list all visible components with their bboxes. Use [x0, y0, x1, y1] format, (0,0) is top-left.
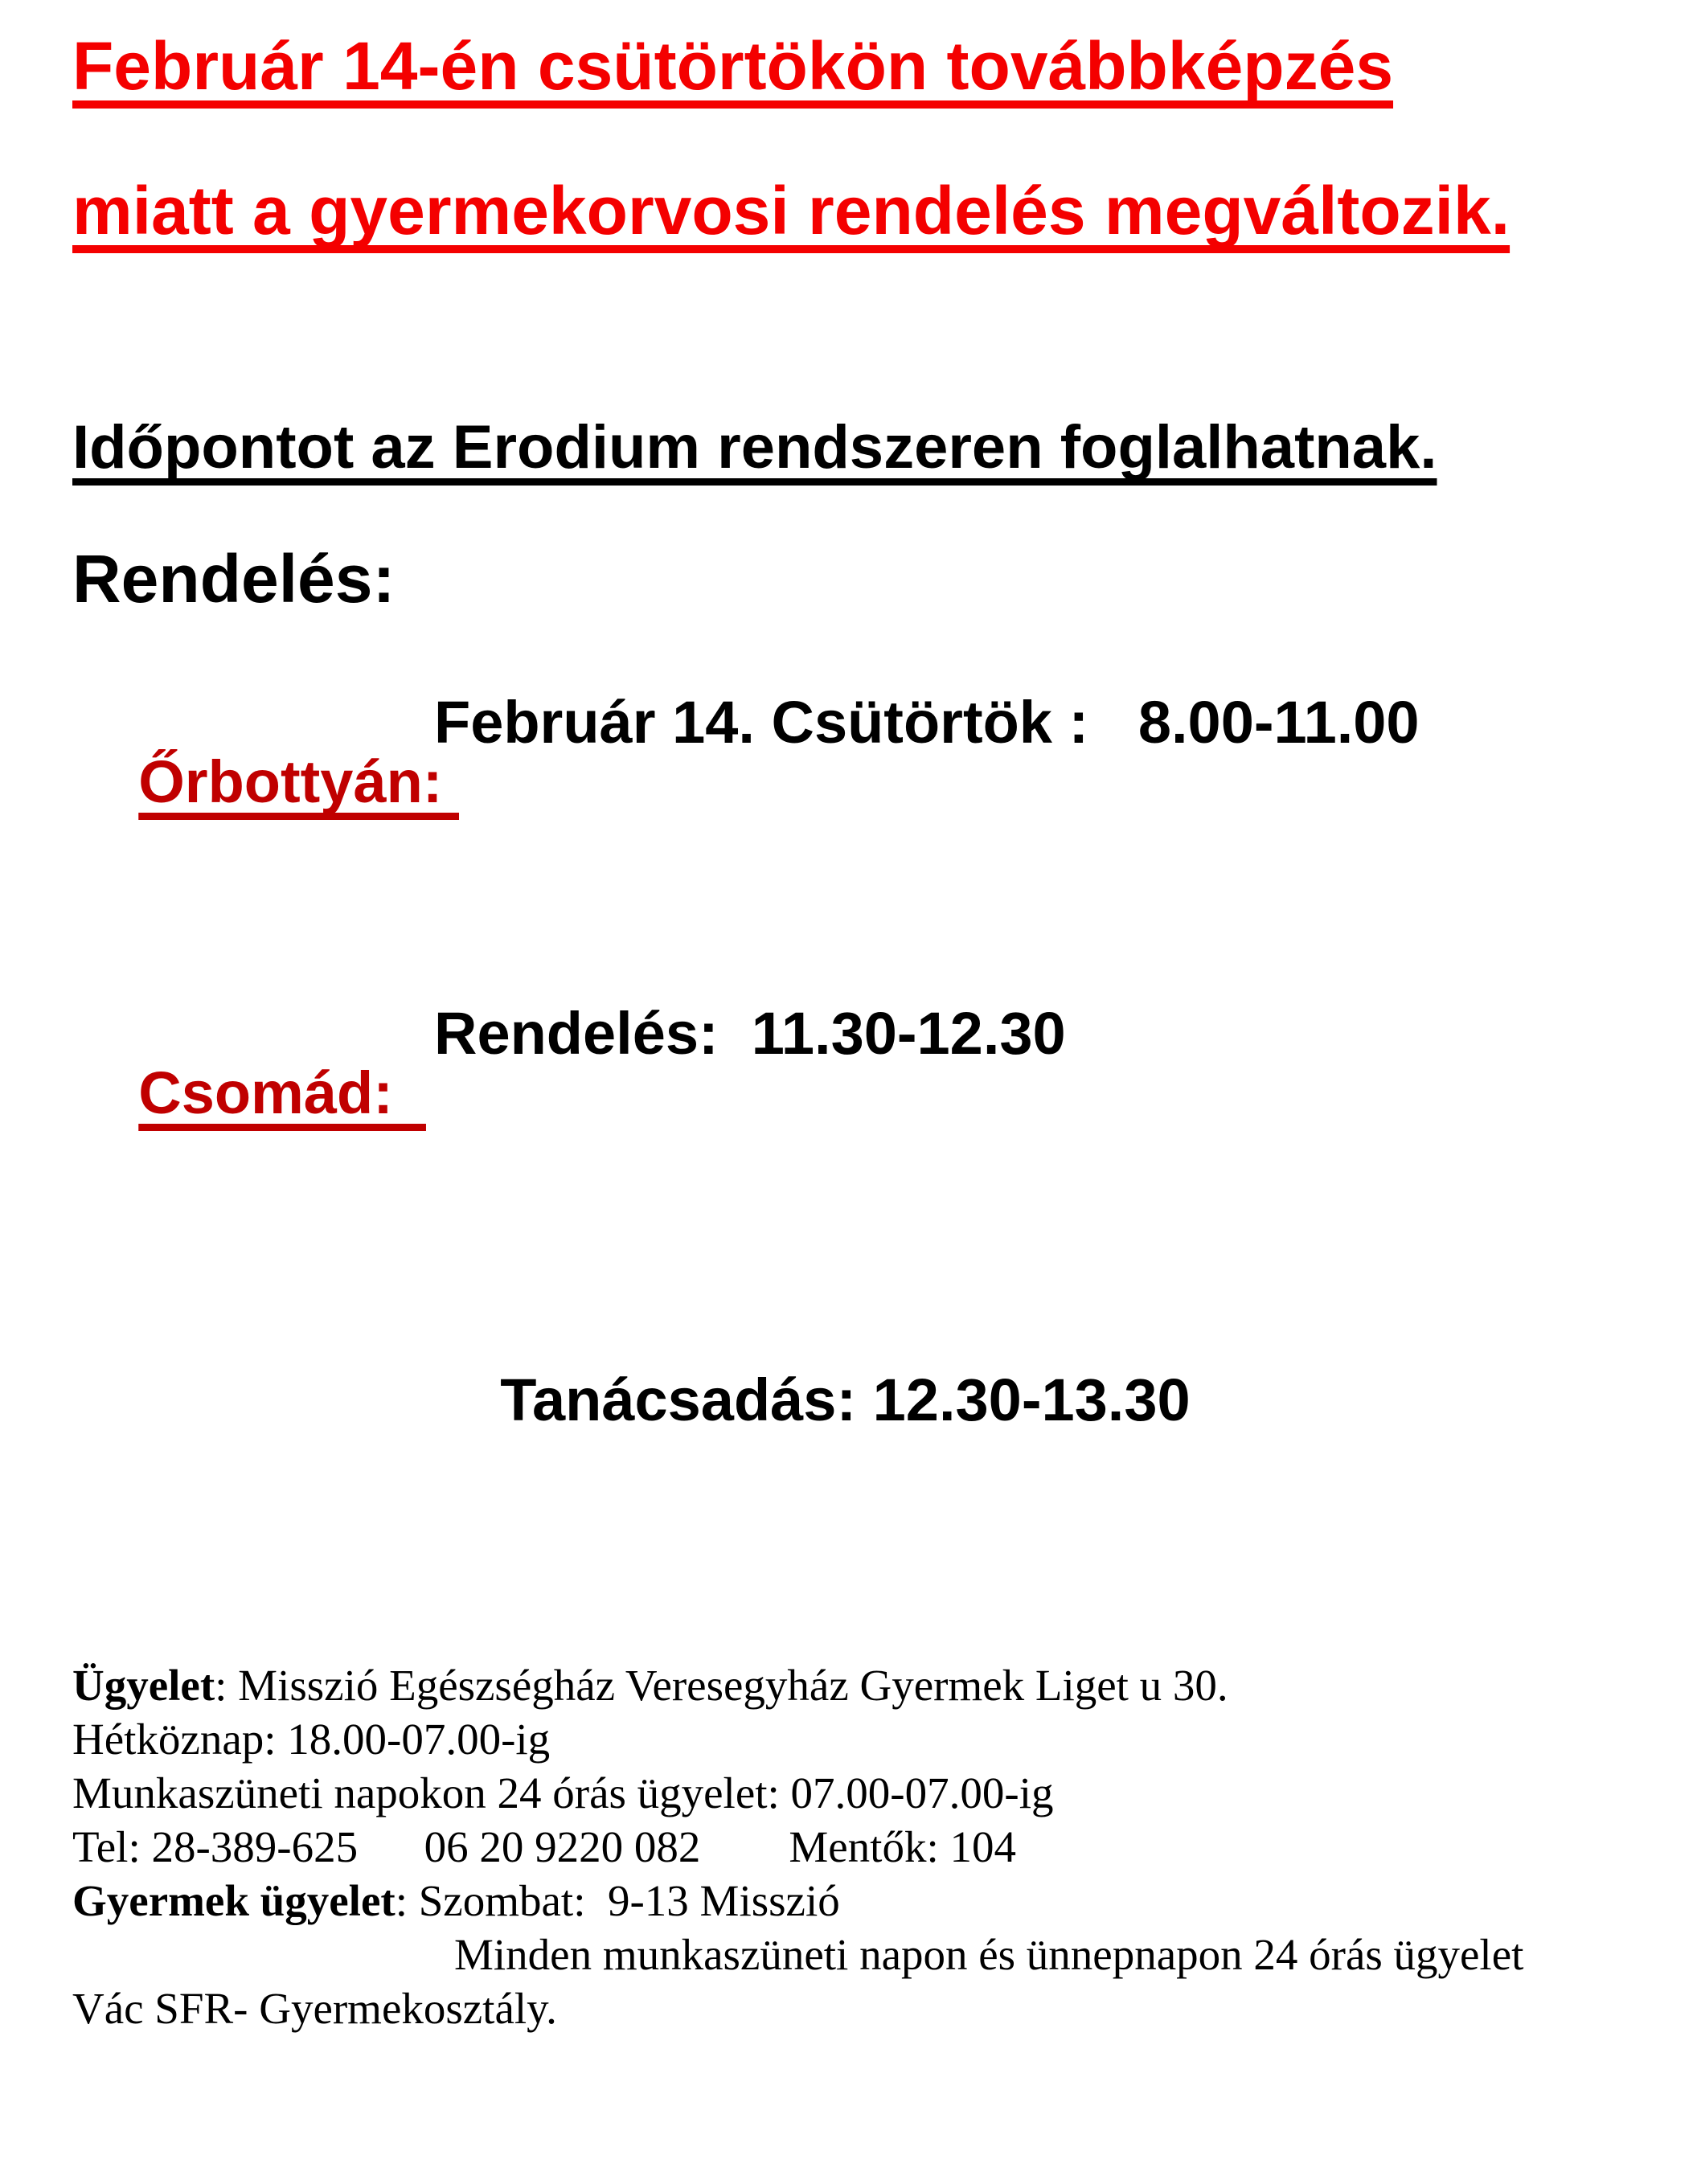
duty-text-gyermek-ugyelet: : Szombat: 9-13 Misszió	[395, 1876, 840, 1925]
booking-note-text: Időpontot az Erodium rendszeren foglalhatnak.	[72, 413, 1437, 481]
duty-label-gyermek-ugyelet: Gyermek ügyelet	[72, 1876, 396, 1925]
duty-line-ugyelet	[72, 1658, 1649, 1712]
schedule-details-tanacsadas: Tanácsadás: 12.30-13.30	[500, 1367, 1191, 1433]
headline-line-1-text: Február 14-én csütörtökön továbbképzés	[72, 28, 1394, 104]
duty-line-hetkoznap: Hétköznap: 18.00-07.00-ig	[72, 1715, 551, 1764]
duty-label-ugyelet: Ügyelet	[72, 1661, 215, 1710]
headline	[72, 28, 1649, 248]
duty-info-block	[72, 1658, 1649, 2035]
headline-line-2-text: miatt a gyermekorvosi rendelés megváltozik.	[72, 173, 1510, 248]
location-label-csomad: Csomád:	[138, 1059, 426, 1126]
schedule-row-orbottyan	[72, 689, 1649, 931]
duty-line-vac-sfr: Vác SFR- Gyermekosztály.	[72, 1984, 557, 2033]
duty-line-munkaszuneti: Munkaszüneti napokon 24 órás ügyelet: 07.00-07.00-ig	[72, 1768, 1054, 1817]
duty-line-telefon: Tel: 28-389-625 06 20 9220 082 Mentők: 104	[72, 1822, 1016, 1871]
section-title: Rendelés:	[72, 541, 396, 617]
headline-line-1	[72, 28, 1649, 104]
duty-line-minden-munkaszuneti: Minden munkaszüneti napon és ünnepnapon 24 órás ügyelet	[454, 1930, 1524, 1979]
location-label-orbottyan: Őrbottyán:	[138, 748, 460, 815]
schedule-row-tanacsadas	[72, 1311, 1649, 1489]
duty-line-gyermek-ugyelet	[72, 1874, 1649, 1928]
schedule-details-csomad: Rendelés: 11.30-12.30	[434, 1000, 1066, 1067]
schedule-details-orbottyan: Február 14. Csütörtök : 8.00-11.00	[434, 689, 1420, 756]
duty-text-ugyelet: : Misszió Egészségház Veresegyház Gyermek Liget u 30.	[215, 1661, 1228, 1710]
booking-note-line	[72, 413, 1649, 481]
schedule-row-csomad	[72, 1000, 1649, 1242]
headline-line-2	[72, 173, 1649, 248]
